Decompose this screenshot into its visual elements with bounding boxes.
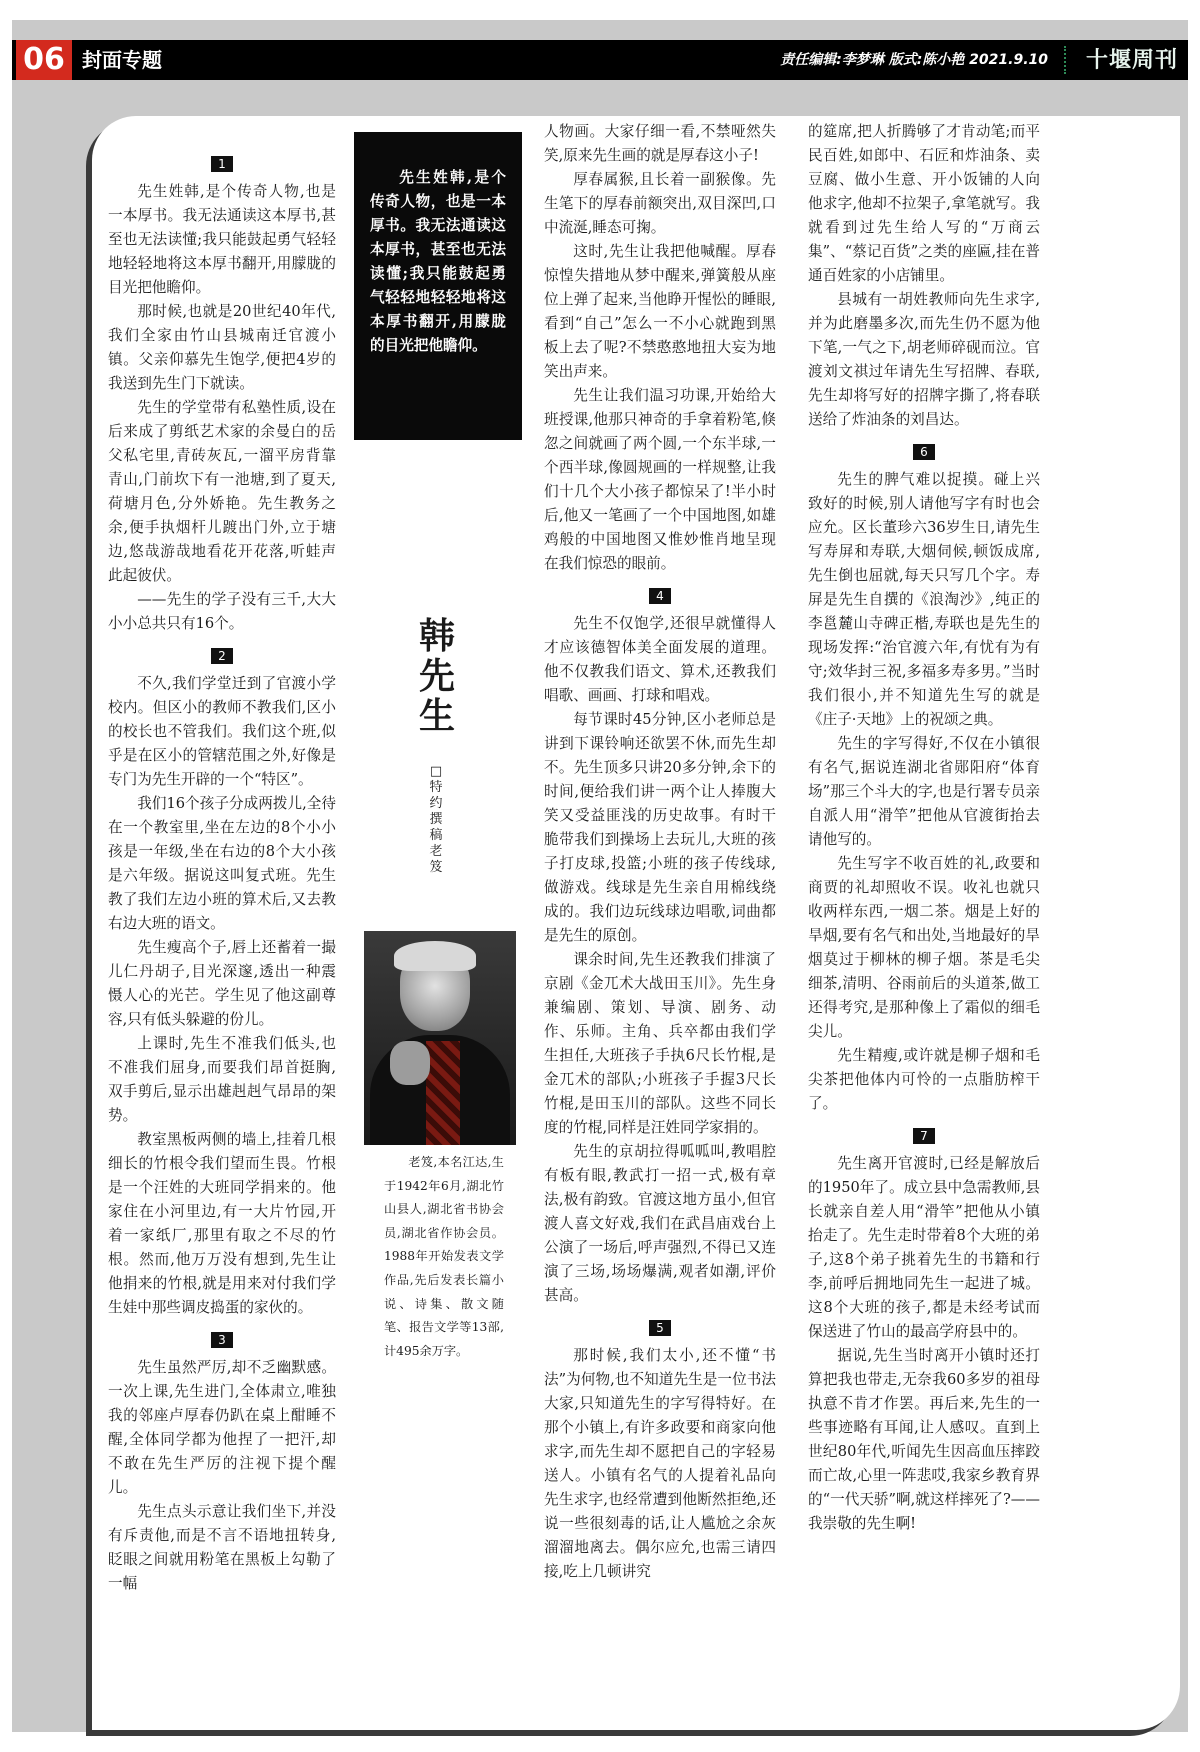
paragraph: 据说,先生当时离开小镇时还打算把我也带走,无奈我60多岁的祖母执意不肯才作罢。再后来,先生的一些事迹略有耳闻,让人感叹。直到上世纪80年代,听闻先生因高血压摔跤而亡故,心里一阵悲哎,我家乡教育界的“一代天骄”啊,就这样摔死了?——我崇敬的先生啊! xyxy=(808,1347,1040,1532)
page-header xyxy=(12,40,1188,80)
article-byline: □特约撰稿 老笈 xyxy=(429,764,443,875)
section-title: 封面专题 xyxy=(82,48,162,72)
pull-quote-box xyxy=(354,132,522,440)
paragraph: 上课时,先生不准我们低头,也不准我们屈身,而要我们昂首挺胸,双手剪后,显示出雄赳赳气昂昂的架势。 xyxy=(108,1035,336,1124)
paragraph: 先生点头示意让我们坐下,并没有斥责他,而是不言不语地扭转身,眨眼之间就用粉笔在黑板上勾勒了一幅 xyxy=(108,1503,336,1592)
article-panel xyxy=(92,116,1180,1730)
paragraph: 厚春属猴,且长着一副猴像。先生笔下的厚春前额突出,双目深凹,口中流涎,睡态可掬。 xyxy=(544,171,776,236)
section-marker-7: 7 xyxy=(913,1128,935,1144)
paragraph: 我们16个孩子分成两拨儿,全待在一个教室里,坐在左边的8个小小孩是一年级,坐在右边的8个大小孩是六年级。据说这叫复式班。先生教了我们左边小班的算术后,又去教右边大班的语文。 xyxy=(108,795,336,932)
paragraph: 先生让我们温习功课,开始给大班授课,他那只神奇的手拿着粉笔,倏忽之间就画了两个圆,一个东半球,一个西半球,像圆规画的一样规整,让我们十几个大小孩子都惊呆了!半小时后,他又一笔画了一个中国地图,如雄鸡般的中国地图又惟妙惟肖地呈现在我们惊恐的眼前。 xyxy=(544,387,776,572)
paragraph: 县城有一胡姓教师向先生求字,并为此磨墨多次,而先生仍不愿为他下笔,一气之下,胡老师碎砚而泣。官渡刘文祺过年请先生写招牌、春联,先生却将写好的招牌字撕了,将春联送给了炸油条的刘昌达。 xyxy=(808,291,1040,428)
paragraph: 不久,我们学堂迁到了官渡小学校内。但区小的教师不教我们,区小的校长也不管我们。我们这个班,似乎是在区小的管辖范围之外,好像是专门为先生开辟的一个“特区”。 xyxy=(108,675,336,788)
section-marker-1: 1 xyxy=(211,156,233,172)
photo-hair-shape xyxy=(394,941,476,971)
editor-credits: 责任编辑:李梦琳 版式:陈小艳 2021.9.10 xyxy=(780,52,1048,68)
paragraph: 每节课时45分钟,区小老师总是讲到下课铃响还欲罢不休,而先生却不。先生顶多只讲20多分钟,余下的时间,便给我们讲一两个让人捧腹大笑又受益匪浅的历史故事。有时干脆带我们到操场上去玩儿,大班的孩子打皮球,投篮;小班的孩子传线球,做游戏。线球是先生亲自用棉线绕成的。我们边玩线球边唱歌,词曲都是先生的原创。 xyxy=(544,711,776,944)
photo-scarf-shape xyxy=(426,1041,460,1145)
brand-separator xyxy=(1064,46,1068,74)
paragraph: 先生的京胡拉得呱呱叫,教唱腔有板有眼,教武打一招一式,极有章法,极有韵致。官渡这地方虽小,但官渡人喜文好戏,我们在武昌庙戏台上公演了一场后,呼声强烈,不得已又连演了三场,场场爆满,观者如潮,评价甚高。 xyxy=(544,1143,776,1304)
paragraph: 教室黑板两侧的墙上,挂着几根细长的竹根令我们望而生畏。竹根是一个汪姓的大班同学捐来的。他家住在小河里边,有一大片竹园,开着一家纸厂,那里有取之不尽的竹根。然而,他万万没有想到,先生让他捐来的竹根,就是用来对付我们学生娃中那些调皮捣蛋的家伙的。 xyxy=(108,1131,336,1316)
paragraph: 人物画。大家仔细一看,不禁哑然失笑,原来先生画的就是厚春这小子! xyxy=(544,123,776,164)
newspaper-brand: 十堰周刊 xyxy=(1085,47,1178,73)
paragraph: ——先生的学子没有三千,大大小小总共只有16个。 xyxy=(108,591,336,632)
paragraph: 先生精瘦,或许就是柳子烟和毛尖茶把他体内可怜的一点脂肪榨干了。 xyxy=(808,1047,1040,1112)
paragraph: 先生的脾气难以捉摸。碰上兴致好的时候,别人请他写字有时也会应允。区长董珍六36岁生日,请先生写寿屏和寿联,大烟伺候,顿饭成席,先生倒也屈就,每天只写几个字。寿屏是先生自撰的《浪淘沙》,纯正的李邕麓山寺碑正楷,寿联也是先生的现场发挥:“治官渡六年,有忧有为有守;效华封三祝,多福多寿多男。”当时我们很小,并不知道先生写的就是《庄子·天地》上的祝颂之典。 xyxy=(808,471,1040,728)
section-marker-5: 5 xyxy=(649,1320,671,1336)
section-marker-2: 2 xyxy=(211,648,233,664)
page-number: 06 xyxy=(16,40,72,80)
caption-text: 老笈,本名江达,生于1942年6月,湖北竹山县人,湖北省书协会员,湖北省作协会员。1988年开始发表文学作品,先后发表长篇小说、诗集、散文随笔、报告文学等13部,计495余万字。 xyxy=(384,1155,504,1358)
article-column-4 xyxy=(808,120,1040,1536)
section-marker-3: 3 xyxy=(211,1332,233,1348)
paragraph: 课余时间,先生还教我们排演了京剧《金兀术大战田玉川》。先生身兼编剧、策划、导演、剧务、动作、乐师。主角、兵卒都由我们学生担任,大班孩子手执6尺长竹棍,是金兀术的部队;小班孩子手握3尺长竹棍,是田玉川的部队。这些不同长度的竹棍,同样是汪姓同学家捐的。 xyxy=(544,951,776,1136)
paragraph: 那时候,也就是20世纪40年代,我们全家由竹山县城南迁官渡小镇。父亲仰慕先生饱学,便把4岁的我送到先生门下就读。 xyxy=(108,303,336,392)
paragraph: 先生写字不收百姓的礼,政要和商贾的礼却照收不误。收礼也就只收两样东西,一烟二茶。烟是上好的旱烟,要有名气和出处,当地最好的旱烟莫过于柳林的柳子烟。茶是毛尖细茶,清明、谷雨前后的头道茶,做工还得考究,是那种像上了霜似的细毛尖儿。 xyxy=(808,855,1040,1040)
section-marker-4: 4 xyxy=(649,588,671,604)
paragraph: 那时候,我们太小,还不懂“书法”为何物,也不知道先生是一位书法大家,只知道先生的字写得特好。在那个小镇上,有许多政要和商家向他求字,而先生却不愿把自己的字轻易送人。小镇有名气的人提着礼品向先生求字,也经常遭到他断然拒绝,还说一些很刻毒的话,让人尴尬之余灰溜溜地离去。偶尔应允,也需三请四接,吃上几顿讲究 xyxy=(544,1347,776,1580)
paragraph: 的筵席,把人折腾够了才肯动笔;而平民百姓,如郎中、石匠和炸油条、卖豆腐、做小生意、开小饭铺的人向他求字,他却不拉架子,拿笔就写。我就看到过先生给人写的“万商云集”、“蔡记百货”之类的座匾,挂在普通百姓家的小店铺里。 xyxy=(808,123,1040,284)
article-title: 韩先生 xyxy=(418,615,455,737)
section-marker-6: 6 xyxy=(913,444,935,460)
paragraph: 先生不仅饱学,还很早就懂得人才应该德智体美全面发展的道理。他不仅教我们语文、算术,还教我们唱歌、画画、打球和唱戏。 xyxy=(544,615,776,704)
paragraph: 先生的字写得好,不仅在小镇很有名气,据说连湖北省郧阳府“体育场”那三个斗大的字,也是行署专员亲自派人用“滑竿”把他从官渡街抬去请他写的。 xyxy=(808,735,1040,848)
paragraph: 先生瘦高个子,唇上还蓄着一撮儿仁丹胡子,目光深邃,透出一种震慑人心的光芒。学生见了他这副尊容,只有低头躲避的份儿。 xyxy=(108,939,336,1028)
paragraph: 先生虽然严厉,却不乏幽默感。一次上课,先生进门,全体肃立,唯独我的邻座卢厚春仍趴在桌上酣睡不醒,全体同学都为他捏了一把汗,却不敢在先生严厉的注视下提个醒儿。 xyxy=(108,1359,336,1496)
paragraph: 先生离开官渡时,已经是解放后的1950年了。成立县中急需教师,县长就亲自差人用“滑竿”把他从小镇抬走了。先生走时带着8个大班的弟子,这8个弟子挑着先生的书籍和行李,前呼后拥地同先生一起进了城。这8个大班的孩子,都是未经考试而保送进了竹山的最高学府县中的。 xyxy=(808,1155,1040,1340)
paragraph: 先生姓韩,是个传奇人物,也是一本厚书。我无法通读这本厚书,甚至也无法读懂;我只能鼓起勇气轻轻地轻轻地将这本厚书翻开,用朦胧的目光把他瞻仰。 xyxy=(108,183,336,296)
paragraph: 这时,先生让我把他喊醒。厚春惊惶失措地从梦中醒来,弹簧般从座位上弹了起来,当他睁开惺忪的睡眼,看到“自己”怎么一不小心就跑到黑板上去了呢?不禁憨憨地扭大妄为地笑出声来。 xyxy=(544,243,776,380)
article-column-1 xyxy=(108,144,336,1596)
paragraph: 先生的学堂带有私塾性质,设在后来成了剪纸艺术家的余曼白的岳父私宅里,青砖灰瓦,一溜平房背靠青山,门前坎下有一池塘,到了夏天,荷塘月色,分外娇艳。先生教务之余,便手执烟杆儿踱出门外,立于塘边,悠哉游哉地看花开花落,听蛙声此起彼伏。 xyxy=(108,399,336,584)
photo-caption xyxy=(384,1151,504,1363)
article-column-3 xyxy=(544,120,776,1584)
author-photo xyxy=(364,931,516,1145)
photo-hand-shape xyxy=(390,1041,430,1085)
pull-quote: 先生姓韩,是个传奇人物，也是一本厚书。我无法通读这本厚书，甚至也无法读懂;我只能鼓起勇气轻轻地轻轻地将这本厚书翻开,用朦胧的目光把他瞻仰。 xyxy=(370,169,506,354)
